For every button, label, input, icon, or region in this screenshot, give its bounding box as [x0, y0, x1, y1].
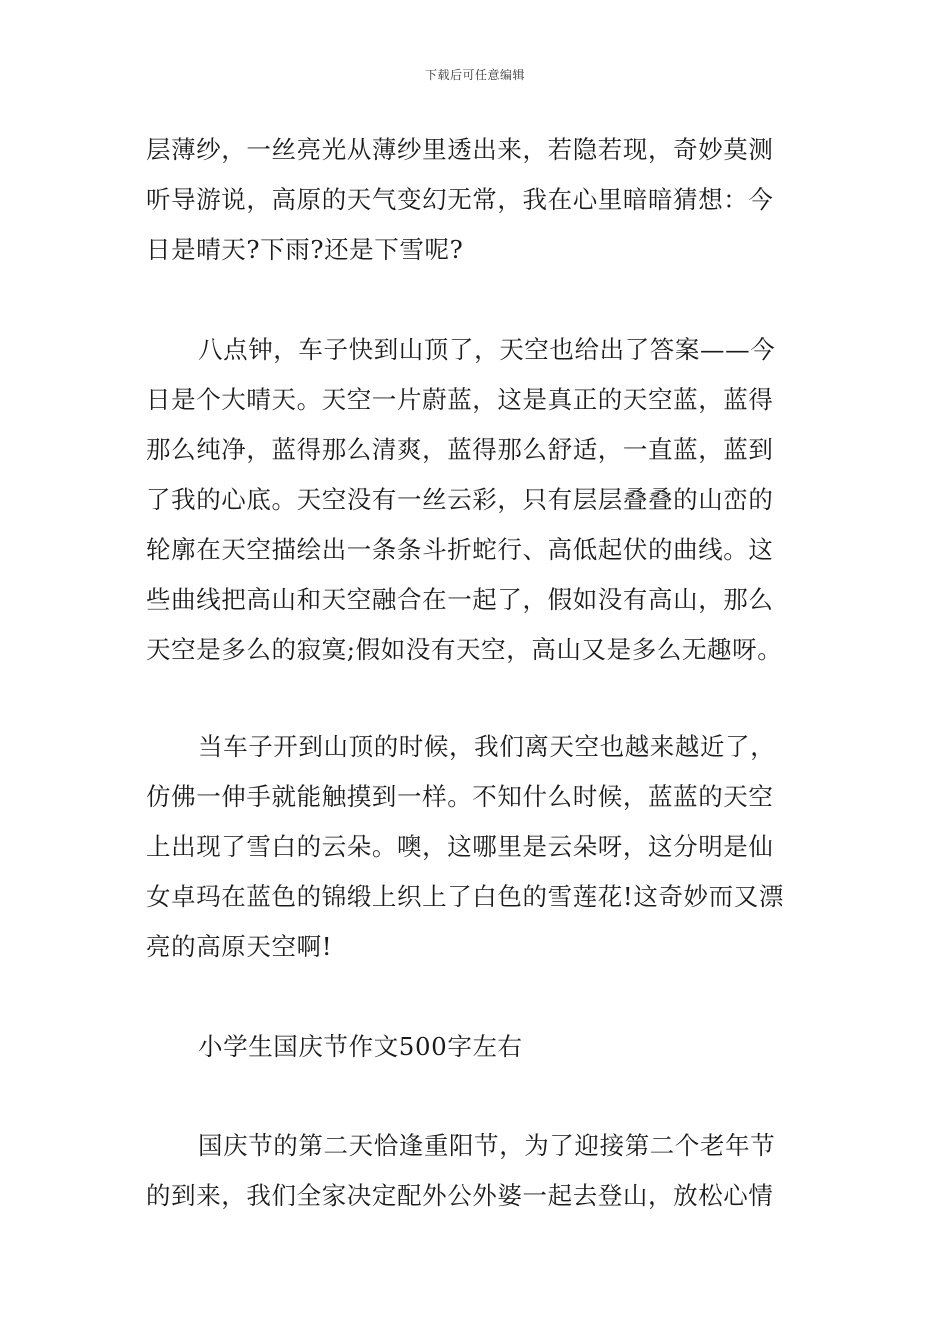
paragraph-first-line: 当车子开到山顶的时候，我们离天空也越来越近了，	[198, 732, 776, 761]
paragraph-first-line: 八点钟，车子快到山顶了，天空也给出了答案——今	[198, 335, 776, 364]
text-line: 了我的心底。天空没有一丝云彩，只有层层叠叠的山峦的	[146, 485, 774, 514]
text-line: 日是晴天?下雨?还是下雪呢?	[146, 235, 464, 264]
text-line: 那么纯净，蓝得那么清爽，蓝得那么舒适，一直蓝，蓝到	[146, 435, 774, 464]
text-line: 些曲线把高山和天空融合在一起了，假如没有高山，那么	[146, 585, 774, 614]
text-line: 的到来，我们全家决定配外公外婆一起去登山，放松心情	[146, 1181, 774, 1210]
paragraph-first-line: 国庆节的第二天恰逢重阳节，为了迎接第二个老年节	[198, 1131, 776, 1160]
text-line: 上出现了雪白的云朵。噢，这哪里是云朵呀，这分明是仙	[146, 832, 774, 861]
text-line: 仿佛一伸手就能触摸到一样。不知什么时候，蓝蓝的天空	[146, 782, 774, 811]
text-line: 轮廓在天空描绘出一条条斗折蛇行、高低起伏的曲线。这	[146, 535, 774, 564]
text-line: 听导游说，高原的天气变幻无常，我在心里暗暗猜想：今	[146, 185, 774, 214]
section-heading: 小学生国庆节作文500字左右	[198, 1032, 523, 1061]
page-header-note: 下载后可任意编辑	[424, 68, 525, 82]
text-line: 亮的高原天空啊!	[146, 932, 333, 961]
text-line: 层薄纱，一丝亮光从薄纱里透出来，若隐若现，奇妙莫测	[146, 135, 774, 164]
text-line: 天空是多么的寂寞;假如没有天空，高山又是多么无趣呀。	[146, 635, 783, 664]
text-line: 日是个大晴天。天空一片蔚蓝，这是真正的天空蓝，蓝得	[146, 385, 774, 414]
text-line: 女卓玛在蓝色的锦缎上织上了白色的雪莲花!这奇妙而又漂	[146, 882, 784, 911]
